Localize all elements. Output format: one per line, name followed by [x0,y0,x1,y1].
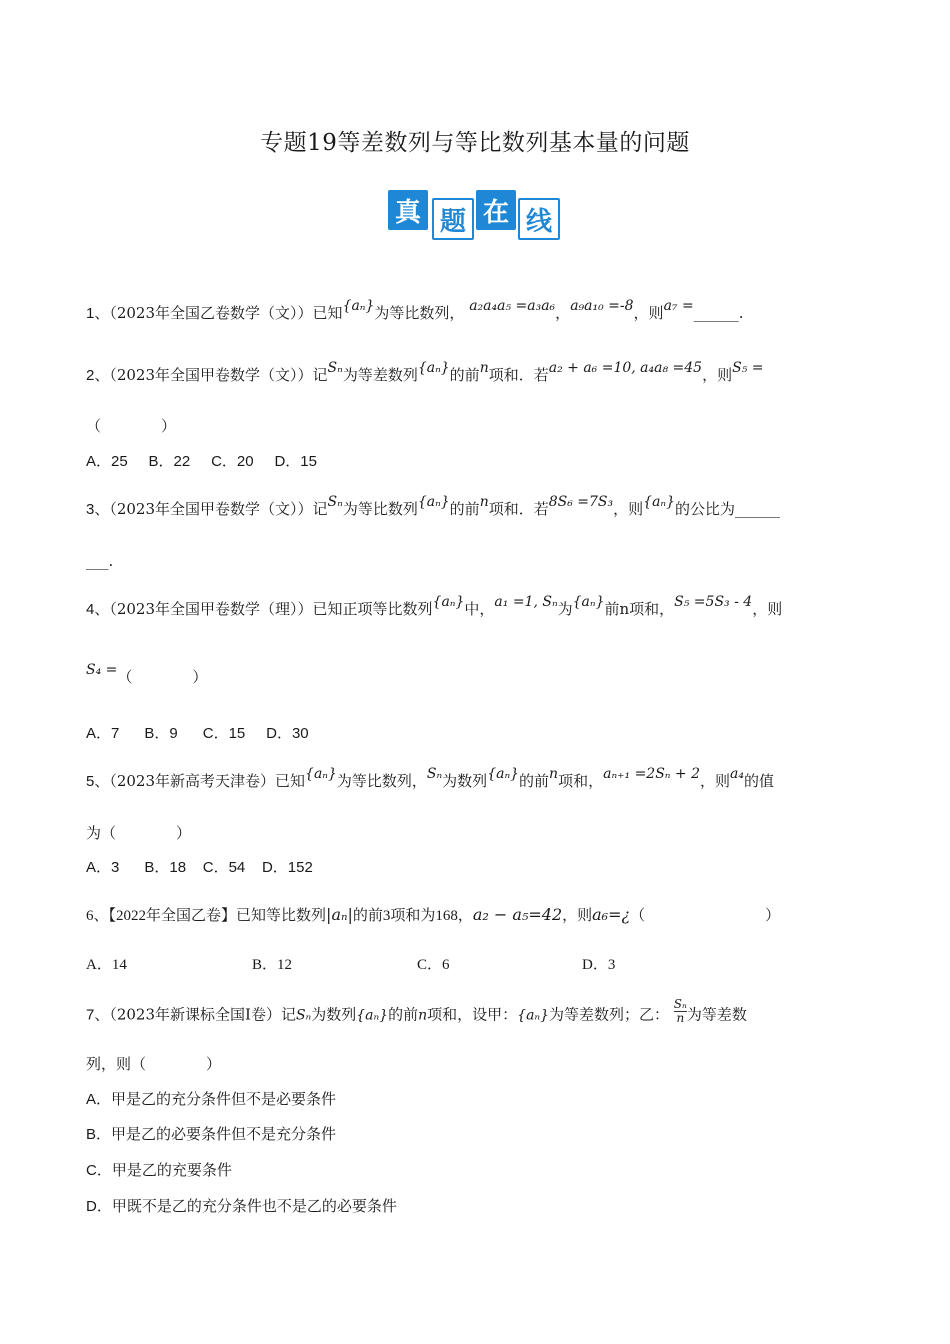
q1-source: （2023年全国乙卷数学（文）） [109,304,313,322]
q2-source: （2023年全国甲卷数学（文）） [109,366,313,384]
q7-option-d[interactable]: D．甲既不是乙的充分条件也不是乙的必要条件 [86,1198,397,1215]
badge-char-2: 题 [432,198,474,240]
q4-option-b[interactable]: B．9 [144,725,178,742]
q4-option-d[interactable]: D．30 [266,725,309,742]
q4-cond2: S₅ =5S₃ - 4 [674,594,753,610]
badge-char-1: 真 [388,190,428,230]
q5-source: （2023年新高考天津卷） [109,772,276,790]
q1-target: a₇ = [663,298,694,314]
q2-option-d[interactable]: D．15 [274,453,317,470]
question-7: 7、（2023年新课标全国Ⅰ卷）记Sₙ为数列{aₙ}的前n项和，设甲：{aₙ}为等差数列；乙： $\frac{\text{Sₙ}}{n}$ 为等差数 [86,997,747,1025]
q5-option-b[interactable]: B．18 [144,859,187,876]
q4-cond1: a₁ =1, Sₙ [494,594,558,610]
q7-source: （2023年新课标全国Ⅰ卷） [109,1005,281,1024]
q5-cond: aₙ₊₁ =2Sₙ + 2 [603,766,701,782]
badge-char-4: 线 [518,198,560,240]
q7-option-c[interactable]: C．甲是乙的充要条件 [86,1162,232,1179]
question-5: 5、（2023年新高考天津卷）已知{aₙ}为等比数列，Sₙ为数列{aₙ}的前n项和，aₙ₊₁ =2Sₙ + 2，则a₄的值 [86,766,775,790]
q4-option-c[interactable]: C．15 [202,725,246,742]
question-4: 4、（2023年全国甲卷数学（理））已知正项等比数列{aₙ}中，a₁ =1, Sₙ为{aₙ}前n项和，S₅ =5S₃ - 4，则 [86,594,783,618]
q2-options [86,450,317,471]
q2-cond: a₂ + a₆ =10, a₄a₈ =45 [548,360,703,376]
q6-option-a[interactable]: A．14 [86,957,127,973]
q7-option-b[interactable]: B．甲是乙的必要条件但不是充分条件 [86,1126,337,1143]
q2-option-b[interactable]: B．22 [148,453,191,470]
q2-answer-paren: （ ） [86,417,177,435]
q5-option-c[interactable]: C．54 [202,859,246,876]
q4-options [86,722,309,743]
question-1: 1、（2023年全国乙卷数学（文））已知{aₙ}为等比数列， a₂a₄a₅ =a₃a₆，a₉a₁₀ =-8，则a₇ =______. [86,298,744,322]
q6-cond: a₂ − a₅=42 [472,905,563,924]
q1-cond1: a₂a₄a₅ =a₃a₆ [469,298,556,314]
q1-seq: {aₙ} [342,298,375,314]
q1-cond2: a₉a₁₀ =-8 [570,298,634,314]
q2-option-c[interactable]: C．20 [211,453,254,470]
question-6: 6、【2022年全国乙卷】已知等比数列|aₙ|的前3项和为168，a₂ − a₅=42，则a₆=¿（ ） [86,905,781,924]
question-3: 3、（2023年全国甲卷数学（文））记Sₙ为等比数列{aₙ}的前n项和．若8S₆ =7S₃，则{aₙ}的公比为______ [86,494,781,518]
q6-option-d[interactable]: D．3 [582,957,616,973]
q6-source: 【2022年全国乙卷】 [108,908,237,924]
q7-cont: 列，则（ ） [86,1055,222,1073]
q2-option-a[interactable]: A．25 [86,453,128,470]
q4-target-line: S₄ =（ ） [86,662,208,686]
q5-option-d[interactable]: D．152 [261,859,313,876]
q4-option-a[interactable]: A．7 [86,725,120,742]
q7-fraction: $\frac{\text{Sₙ}}{n}$ [673,997,687,1025]
q1-blank: ______. [693,304,744,322]
q5-option-a[interactable]: A．3 [86,859,120,876]
q5-cont: 为（ ） [86,824,192,842]
q5-options [86,856,313,877]
q6-option-b[interactable]: B．12 [252,957,293,973]
page-title: 专题19等差数列与等比数列基本量的问题 [260,130,690,156]
badge-char-3: 在 [476,190,516,230]
q7-option-a[interactable]: A．甲是乙的充分条件但不是必要条件 [86,1091,337,1108]
q3-source: （2023年全国甲卷数学（文）） [109,500,313,518]
q3-cond: 8S₆ =7S₃ [548,494,614,510]
q6-option-c[interactable]: C．6 [417,957,450,973]
question-2: 2、（2023年全国甲卷数学（文））记Sₙ为等差数列{aₙ}的前n项和．若a₂ + a₆ =10, a₄a₈ =45，则S₅ = [86,360,764,384]
q3-blank-cont: ___. [86,552,114,570]
zhenti-zaixian-badge [388,188,564,240]
q4-source: （2023年全国甲卷数学（理）） [109,600,313,618]
